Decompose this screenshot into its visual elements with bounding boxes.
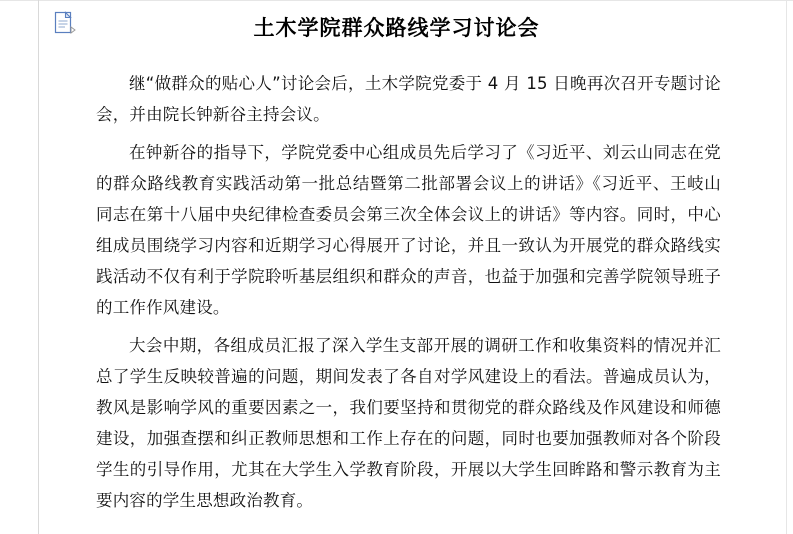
document-body <box>96 68 721 516</box>
page-right-margin-rule <box>786 0 787 534</box>
page-title: 土木学院群众路线学习讨论会 <box>253 16 540 40</box>
paragraph: 在钟新谷的指导下，学院党委中心组成员先后学习了《习近平、刘云山同志在党的群众路线教育实践活动第一批总结暨第二批部署会议上的讲话》《习近平、王岐山同志在第十八届中央纪律检查委员会第三次全体会议上的讲话》等内容。同时，中心组成员围绕学习内容和近期学习心得展开了讨论，并且一致认为开展党的群众路线实践活动不仅有利于学院聆听基层组织和群众的声音，也益于加强和完善学院领导班子的工作作风建设。 <box>96 143 721 317</box>
page-top-divider <box>0 0 793 1</box>
page-left-margin-rule <box>38 0 39 534</box>
paragraph: 继“做群众的贴心人”讨论会后，土木学院党委于 4 月 15 日晚再次召开专题讨论会，并由院长钟新谷主持会议。 <box>96 74 721 124</box>
paragraph: 大会中期，各组成员汇报了深入学生支部开展的调研工作和收集资料的情况并汇总了学生反映较普遍的问题，期间发表了各自对学风建设上的看法。普遍成员认为，教风是影响学风的重要因素之一，我们要坚持和贯彻党的群众路线及作风建设和师德建设，加强查摆和纠正教师思想和工作上存在的问题，同时也要加强教师对各个阶段学生的引导作用，尤其在大学生入学教育阶段，开展以大学生回眸路和警示教育为主要内容的学生思想政治教育。 <box>96 336 721 510</box>
